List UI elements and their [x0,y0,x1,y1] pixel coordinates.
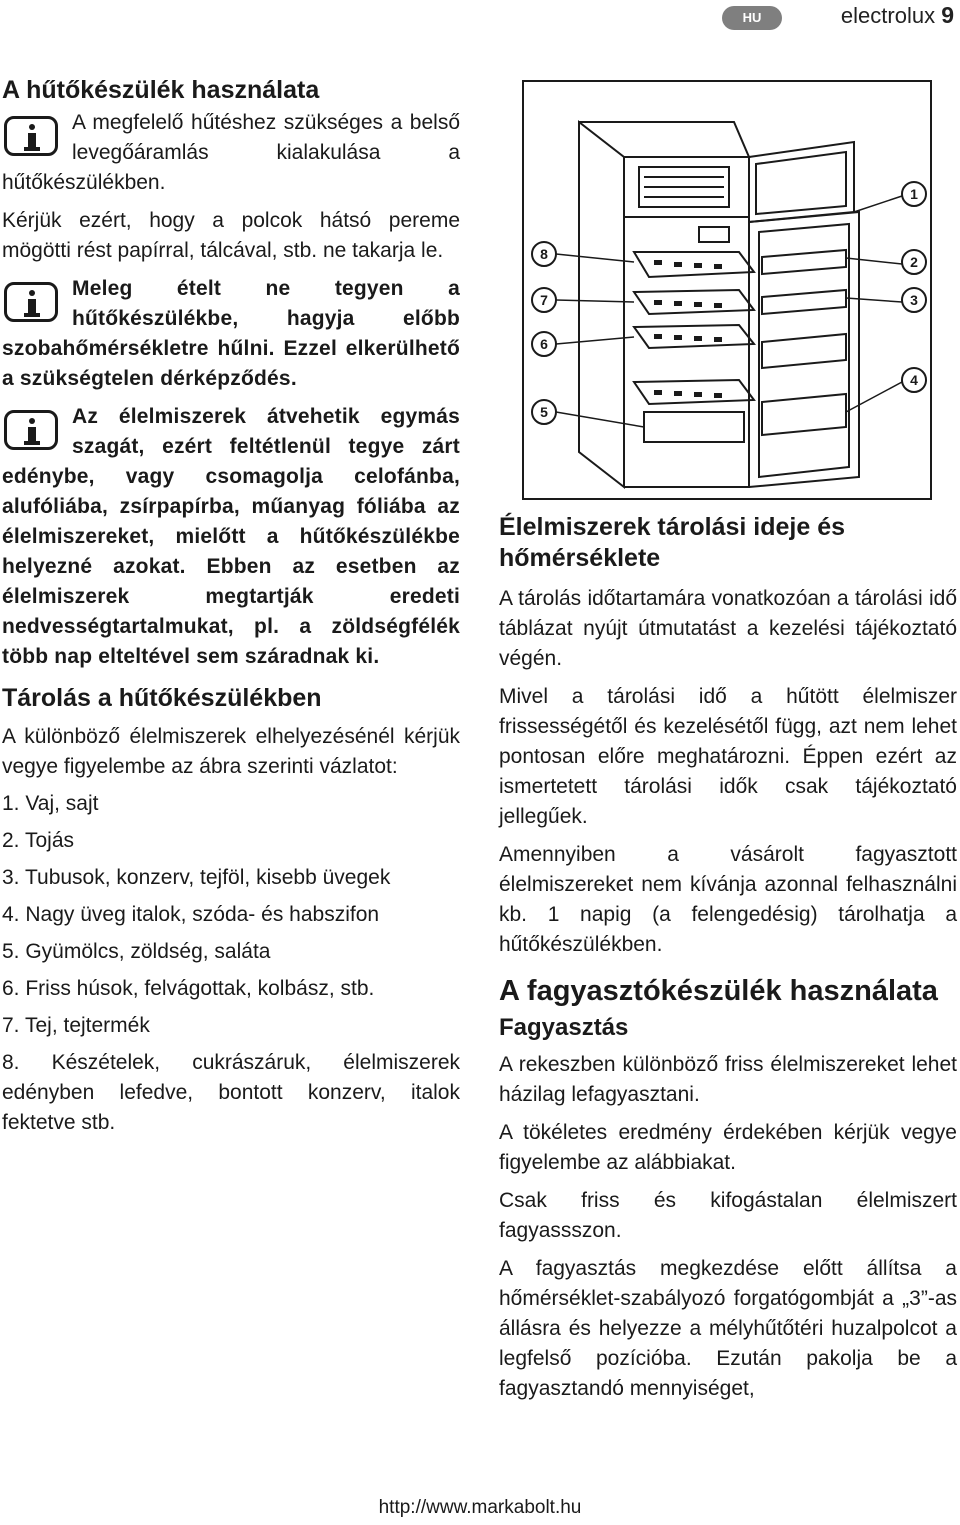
paragraph: Mivel a tárolási idő a hűtött élelmiszer frissességétől és kezelésétől függ, azt nem lehet pontosan előre meghatározni. Éppen ezért az ismertetett tárolási idők csak tájékoztató jellegűek. [499,685,957,828]
list-item: 1. Vaj, sajt [2,792,99,815]
paragraph: Kérjük ezért, hogy a polcok hátsó pereme mögötti rést papírral, tálcával, stb. ne takarja le. [2,209,460,262]
callout-8: 8 [540,246,548,262]
info-note-odours [2,402,460,672]
callout-2: 2 [910,254,918,270]
paragraph: Csak friss és kifogástalan élelmiszert fagyassszon. [499,1189,957,1242]
left-column [2,74,460,1138]
storage-list [2,789,460,1138]
right-column [499,512,957,1404]
callout-6: 6 [540,336,548,352]
section-heading-freezer-use: A fagyasztókészülék használata [499,975,938,1007]
list-item: 7. Tej, tejtermék [2,1014,150,1037]
language-badge: HU [722,6,782,30]
info-note-hot-food [2,274,460,394]
list-item: 8. Készételek, cukrászáruk, élelmiszerek edényben lefedve, bontott konzerv, italok fektetve stb. [2,1051,460,1134]
info-icon [4,282,58,322]
paragraph: A rekeszben különböző friss élelmiszereket lehet házilag lefagyasztani. [499,1053,957,1106]
fridge-drawing [524,82,934,502]
paragraph: A fagyasztás megkezdése előtt állítsa a hőmérséklet-szabályozó forgatógombját a „3”-as állásra és helyezze a mélyhűtőtéri huzalpolcot a legfelső pozícióba. Ezután pakolja be a fagyasztandó mennyiséget, [499,1257,957,1400]
subheading-storage: Tárolás a hűtőkészülékben [2,684,322,712]
paragraph: A tökéletes eredmény érdekében kérjük vegye figyelembe az alábbiakat. [499,1121,957,1174]
paragraph: A tárolás időtartamára vonatkozóan a tárolási idő táblázat nyújt útmutatást a kezelési tájékoztató végén. [499,587,957,670]
paragraph: Amennyiben a vásárolt fagyasztott élelmiszereket nem kívánja azonnal felhasználni kb. 1 napig (a felengedésig) tárolhatja a hűtőkészülékben. [499,843,957,956]
info-icon [4,410,58,450]
subheading-freezing: Fagyasztás [499,1014,629,1041]
fridge-illustration [522,80,932,500]
callout-4: 4 [910,372,918,388]
note-text: Meleg ételt ne tegyen a hűtőkészülékbe, hagyja előbb szobahőmérsékletre hűlni. Ezzel elkerülhető a szükségtelen dérképződés. [2,277,460,390]
brand-page-header [841,2,954,29]
info-icon [4,116,58,156]
list-item: 2. Tojás [2,829,74,852]
note-text: Az élelmiszerek átvehetik egymás szagát, ezért feltétlenül tegye zárt edénybe, vagy csomagolja celofánba, alufóliába, zsírpapírba, műanyag fóliába az élelmiszereket, mielőtt a hűtőkészülékbe helyezné azokat. Ebben az esetben az élelmiszerek megtartják eredeti nedvességtartalmukat, pl. a zöldségfélék több nap elteltével sem száradnak ki. [2,405,460,668]
header [0,0,960,1]
note-text: A megfelelő hűtéshez szükséges a belső levegőáramlás kialakulása a hűtőkészülékben. [2,111,460,194]
list-item: 6. Friss húsok, felvágottak, kolbász, stb. [2,977,375,1000]
callout-1: 1 [910,186,918,202]
list-item: 3. Tubusok, konzerv, tejföl, kisebb üvegek [2,866,391,889]
paragraph: A különböző élelmiszerek elhelyezésénél kérjük vegye figyelembe az ábra szerinti vázlatot: [2,725,460,778]
page-number: 9 [941,2,954,28]
list-item: 4. Nagy üveg italok, szóda- és habszifon [2,903,380,926]
callout-3: 3 [910,292,918,308]
section-heading-fridge-use: A hűtőkészülék használata [2,76,320,104]
section-heading-storage-time: Élelmiszerek tárolási ideje és hőmérséklete [499,513,846,572]
brand-name: electrolux [840,3,936,28]
info-note-airflow [2,108,460,198]
callout-7: 7 [540,292,548,308]
callout-5: 5 [540,404,548,420]
list-item: 5. Gyümölcs, zöldség, saláta [2,940,271,963]
footer-url: http://www.markabolt.hu [378,1497,582,1518]
